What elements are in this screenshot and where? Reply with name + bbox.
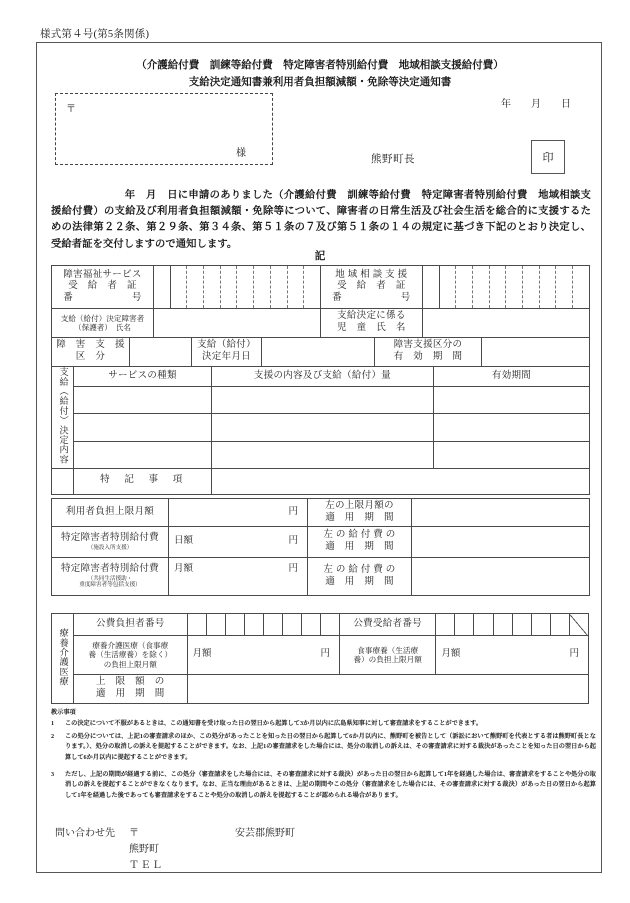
classification-table <box>51 337 590 367</box>
recipient-number-cell[interactable] <box>493 614 512 636</box>
label-sub-line2: 重度障害者等包括支援） <box>79 582 141 589</box>
number-cell[interactable] <box>154 266 171 309</box>
disability-classification-label <box>52 338 130 367</box>
label-line-2: 児 童 氏 名 <box>337 323 406 333</box>
amount-prefix: 日額 <box>174 536 194 547</box>
label-main: 特定障害者特別給付費 <box>60 533 159 543</box>
table-row <box>52 499 590 527</box>
limit-amount-period-value[interactable] <box>187 675 589 704</box>
document-title-line1: （介護給付費 訓練等給付費 特定障害者特別給付費 地域相談支援給付費） <box>136 60 504 71</box>
decision-date-label <box>192 338 262 367</box>
note-item <box>51 770 596 801</box>
ki-marker: 記 <box>314 251 326 262</box>
label-line-1: 支給（給付） <box>197 340 256 351</box>
medical-burden-limit-label <box>74 636 187 675</box>
contact-town: 熊野町 <box>129 844 159 855</box>
service-type-cell[interactable] <box>74 387 212 414</box>
note-text: この決定について不服があるときは、この通知書を受け取った日の翌日から起算して3か月以内に広島県知事に対して審査請求をすることができます。 <box>65 720 483 727</box>
payer-number-cell[interactable] <box>263 614 282 636</box>
table-row <box>52 367 590 387</box>
contact-label: 問い合わせ先 <box>55 828 115 839</box>
label-line-1: 障害支援区分の <box>393 340 463 351</box>
table-row <box>52 414 590 441</box>
number-cell[interactable] <box>506 266 523 309</box>
label-line-2: 決定年月日 <box>201 352 251 362</box>
payer-number-cell[interactable] <box>301 614 320 636</box>
label-sub: （施設入所支援） <box>87 544 133 551</box>
postal-code-mark: 〒 <box>66 104 76 115</box>
number-cell[interactable] <box>170 266 187 309</box>
vertical-label-text: 支給（給付）決定内容 <box>58 367 69 464</box>
label-line-3: 番 号 <box>332 292 411 303</box>
body-paragraph: 年 月 日に申請のありました（介護給付費 訓練等給付費 特定障害者特別給付費 地域相談支援給付費）の支給及び利用者負担額減額・免除等について、障害者の日常生活及び社会生活を総合的に支援するための法律第２２条、第２９条、第３４条、第５１条の７及び第５１条の１４の規定に基づき下記のとおり決定し、受給者証を交付しますので通知します。 <box>51 190 591 250</box>
recipient-number-cell[interactable] <box>474 614 493 636</box>
recipient-number-cell[interactable] <box>436 614 455 636</box>
addressee-honorific: 様 <box>236 148 246 159</box>
special-benefit-group-amount[interactable] <box>169 558 308 596</box>
number-cell[interactable] <box>523 266 540 309</box>
number-cell[interactable] <box>220 266 237 309</box>
meal-burden-limit-amount[interactable] <box>436 636 589 675</box>
document-frame <box>36 42 602 873</box>
table-row <box>52 636 589 675</box>
service-decision-table <box>51 366 590 495</box>
yen-symbol: 円 <box>320 649 330 660</box>
table-row <box>52 441 590 468</box>
contact-tel-label: ＴＥＬ <box>129 860 164 871</box>
label-line-3: の負担上限月額 <box>103 659 157 669</box>
label-line-1: 左 の 給 付 費 の <box>323 530 396 541</box>
form-number: 様式第４号(第5条関係) <box>40 29 150 40</box>
payer-number-cell[interactable] <box>244 614 263 636</box>
medical-care-vertical-label <box>52 614 74 704</box>
number-cell[interactable] <box>287 266 304 309</box>
issuer-name: 熊野町長 <box>371 154 415 165</box>
user-burden-limit-amount[interactable] <box>169 499 308 527</box>
special-benefit-facility-amount[interactable] <box>169 527 308 558</box>
label-line-2: 適 用 期 間 <box>325 542 394 552</box>
child-name-value[interactable] <box>422 309 589 338</box>
table-row <box>52 309 590 338</box>
number-cell[interactable] <box>304 266 321 309</box>
benefit-apply-period-label <box>308 527 412 558</box>
payer-number-cell[interactable] <box>206 614 225 636</box>
service-type-header: サービスの種類 <box>74 367 212 387</box>
medical-burden-limit-amount[interactable] <box>187 636 340 675</box>
label-line-1: 支給（給付）決定障害者 <box>60 313 145 323</box>
payer-number-cell[interactable] <box>320 614 339 636</box>
note-number: 1 <box>51 720 55 727</box>
jukyusha-sho-number-label <box>52 266 154 309</box>
amount-prefix: 月額 <box>192 649 212 660</box>
service-type-cell[interactable] <box>74 414 212 441</box>
decision-content-vertical-label <box>52 367 74 469</box>
special-benefit-group-label <box>52 558 169 596</box>
label-line-2: （保護者） 氏名 <box>74 323 131 332</box>
contact-city: 安芸郡熊野町 <box>235 828 295 839</box>
benefit-apply-period-value[interactable] <box>412 558 590 596</box>
label-line-2: 養（生活療養）を除く） <box>88 650 173 660</box>
table-row <box>52 675 589 704</box>
number-cell[interactable] <box>270 266 287 309</box>
note-item <box>51 732 596 763</box>
label-line-1: 障害福祉サービス <box>63 269 142 280</box>
valid-period-cell[interactable] <box>434 387 590 414</box>
note-text: この処分については、上記1の審査請求のほか、この処分があったことを知った日の翌日から起算して6か月以内に、熊野町を被告として（訴訟において熊野町を代表とする者は熊野町長となります。）、処分の取消しの訴えを提起することができます。なお、上記1の審査請求をした場合には、処分の取消しの訴えは、その審査請求に対する裁決があったことを知った日の翌日から起算して6か月以内に提起することができます。 <box>65 733 596 761</box>
number-cell[interactable] <box>204 266 221 309</box>
note-text: ただし、上記の期間が経過する前に、この処分（審査請求をした場合には、その審査請求に対する裁決）があった日の翌日から起算して1年を経過した場合は、審査請求をすることや処分の取消しの訴えを提起することができなくなります。なお、正当な理由があるときは、上記の期間やこの処分（審査請求をした場合には、その審査請求に対する裁決）があった日の翌日から起算して1年を経過した後であっても審査請求をすることや処分の取消しの訴えを提起することが認められる場合があります。 <box>65 771 596 799</box>
table-row <box>52 266 590 309</box>
seal-box: 印 <box>531 140 565 174</box>
document-title-line2: 支給決定通知書兼利用者負担額減額・免除等決定通知書 <box>188 77 452 88</box>
benefit-apply-period-label <box>308 558 412 596</box>
label-line-1: 食事療養（生活療 <box>357 645 419 655</box>
recipient-number-cell[interactable] <box>531 614 550 636</box>
label-line-2: 受 給 者 証 <box>337 281 406 292</box>
number-cell[interactable] <box>187 266 204 309</box>
recipient-number-label: 公費受給者番号 <box>340 614 436 636</box>
number-cell[interactable] <box>489 266 506 309</box>
payer-number-cell[interactable] <box>187 614 206 636</box>
payer-number-cell[interactable] <box>225 614 244 636</box>
label-line-2: 有 効 期 間 <box>393 352 463 362</box>
notes-title: 教示事項 <box>51 709 76 716</box>
label-line-2: 区 分 <box>75 352 106 362</box>
classification-valid-period-value[interactable] <box>482 338 590 367</box>
table-row <box>52 338 590 367</box>
payer-number-label: 公費負担者番号 <box>74 614 187 636</box>
decided-person-name-value[interactable] <box>154 309 321 338</box>
recipient-number-cell[interactable] <box>512 614 531 636</box>
limit-apply-period-label <box>308 499 412 527</box>
limit-amount-period-label <box>74 675 187 704</box>
label-line-3: 番 号 <box>63 292 142 303</box>
vertical-label-text: 療養介護医療 <box>58 627 69 686</box>
payer-number-cell[interactable] <box>282 614 301 636</box>
label-main: 特定障害者特別給付費 <box>60 564 159 575</box>
meal-burden-limit-label <box>340 636 436 675</box>
label-line-1: 地 域 相 談 支 援 <box>335 269 408 280</box>
number-cell[interactable] <box>472 266 489 309</box>
burden-limit-table <box>51 498 590 596</box>
classification-valid-period-label <box>375 338 482 367</box>
yen-symbol: 円 <box>569 649 579 660</box>
label-sub-line1: （共同生活援助・ <box>87 575 133 582</box>
label-line-1: 上 限 額 の <box>95 677 165 688</box>
valid-period-cell[interactable] <box>434 441 590 468</box>
chiiki-soudan-number-label <box>320 266 422 309</box>
number-cell[interactable] <box>556 266 573 309</box>
valid-period-cell[interactable] <box>434 414 590 441</box>
content-amount-header: 支援の内容及び支給（給付）量 <box>212 367 434 387</box>
label-line-2: 適 用 期 間 <box>325 512 394 523</box>
table-row <box>52 387 590 414</box>
content-amount-cell[interactable] <box>212 414 434 441</box>
label-line-2: 適 用 期 間 <box>95 689 165 699</box>
note-item <box>51 719 596 729</box>
label-line-1: 障 害 支 援 <box>56 340 125 351</box>
number-cell[interactable] <box>573 266 590 309</box>
table-row <box>52 527 590 558</box>
yen-symbol: 円 <box>288 564 298 575</box>
content-amount-cell[interactable] <box>212 387 434 414</box>
limit-apply-period-value[interactable] <box>412 499 590 527</box>
note-number: 2 <box>51 733 55 740</box>
remarks-value[interactable] <box>212 468 590 494</box>
recipient-info-table <box>51 265 590 338</box>
label-line-1: 左の上限月額の <box>325 500 394 511</box>
remarks-label: 特 記 事 項 <box>74 468 212 494</box>
number-cell[interactable] <box>539 266 556 309</box>
amount-prefix: 月額 <box>441 649 461 660</box>
document-inner <box>37 43 603 874</box>
number-cell[interactable] <box>254 266 271 309</box>
label-line-1: 療養介護医療（食事療 <box>92 641 169 651</box>
contact-postal-mark: 〒 <box>129 828 139 839</box>
number-cell[interactable] <box>237 266 254 309</box>
label-line-2: 養）の負担上限月額 <box>353 655 422 664</box>
remarks-spacer <box>52 468 74 494</box>
amount-prefix: 月額 <box>174 564 194 575</box>
recipient-number-cell[interactable] <box>550 614 569 636</box>
yen-symbol: 円 <box>288 536 298 547</box>
decision-date-value[interactable] <box>262 338 375 367</box>
user-burden-limit-label: 利用者負担上限月額 <box>52 499 169 527</box>
note-number: 3 <box>51 771 55 778</box>
valid-period-header: 有効期間 <box>434 367 590 387</box>
issue-date-line: 年 月 日 <box>501 99 576 110</box>
yen-symbol: 円 <box>288 506 298 517</box>
addressee-box[interactable] <box>55 93 273 165</box>
number-cell[interactable] <box>439 266 456 309</box>
medical-care-table <box>51 613 589 704</box>
number-cell[interactable] <box>456 266 473 309</box>
service-type-cell[interactable] <box>74 441 212 468</box>
table-row <box>52 468 590 494</box>
label-line-2: 受 給 者 証 <box>68 281 137 292</box>
disability-classification-value[interactable] <box>130 338 192 367</box>
recipient-number-cell-crossed[interactable] <box>569 614 588 636</box>
recipient-number-cell[interactable] <box>455 614 474 636</box>
table-row <box>52 614 589 636</box>
child-name-label <box>320 309 422 338</box>
special-benefit-facility-label <box>52 527 169 558</box>
label-line-2: 適 用 期 間 <box>325 576 394 587</box>
number-cell[interactable] <box>422 266 439 309</box>
table-row <box>52 558 590 596</box>
label-line-1: 左 の 給 付 費 の <box>323 564 396 575</box>
content-amount-cell[interactable] <box>212 441 434 468</box>
benefit-apply-period-value[interactable] <box>412 527 590 558</box>
decided-person-name-label <box>52 309 154 338</box>
label-line-1: 支給決定に係る <box>337 311 406 322</box>
